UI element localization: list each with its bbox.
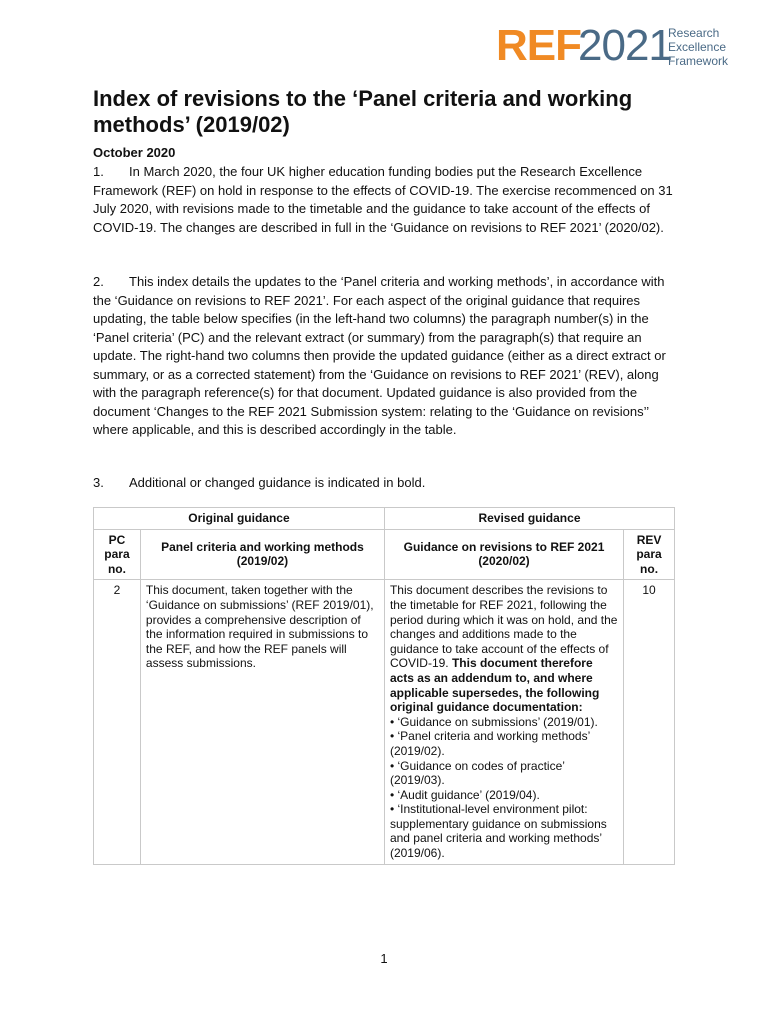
page-number: 1 xyxy=(380,951,388,966)
paragraph-2 xyxy=(93,273,683,440)
logo-subtitle xyxy=(668,26,728,68)
revised-plain-text: This document describes the revisions to the timetable for REF 2021, following the period during which it was on hold, and the changes and additions made to the guidance to take account of the effects of COVID-19. xyxy=(389,583,618,671)
paragraph-text: Additional or changed guidance is indicated in bold. xyxy=(129,475,426,490)
paragraph-3 xyxy=(93,474,683,493)
group-header-revised: Revised guidance xyxy=(384,508,674,530)
cell-pc-para: 2 xyxy=(94,580,141,864)
cell-revised-guidance xyxy=(384,580,623,864)
cell-original-guidance: This document, taken together with the ‘Guidance on submissions’ (REF 2019/01), provides a comprehensive description of the information required in submissions to the REF, and how the REF panels will assess submissions. xyxy=(140,580,384,864)
column-header-pc-para: PC para no. xyxy=(94,529,141,580)
cell-rev-para: 10 xyxy=(624,580,675,864)
column-header-rev-para: REV para no. xyxy=(624,529,675,580)
bullet-item: • ‘Panel criteria and working methods’ (2019/02). xyxy=(389,729,590,758)
logo-subtitle-line: Framework xyxy=(668,54,729,68)
table-group-header-row xyxy=(94,508,675,530)
page-title: Index of revisions to the ‘Panel criteria and working methods’ (2019/02) xyxy=(93,86,633,137)
bullet-item: • ‘Guidance on codes of practice’ (2019/03). xyxy=(389,758,565,788)
paragraph-number: 3. xyxy=(93,475,104,490)
revisions-table xyxy=(93,507,675,865)
paragraph-number: 2. xyxy=(93,274,104,289)
column-header-panel-criteria: Panel criteria and working methods (2019/02) xyxy=(140,529,384,580)
bullet-item: • ‘Institutional-level environment pilot: supplementary guidance on submissions and panel criteria and working methods’ (2019/06). xyxy=(389,802,607,861)
logo-year-text: 2021 xyxy=(578,21,672,70)
paragraph-text: This index details the updates to the ‘Panel criteria and working methods’, in accordance with the ‘Guidance on revisions to REF 2021’. For each aspect of the original guidance that requires updating, the table below specifies (in the left-hand two columns) the paragraph number(s) in the ‘Panel criteria’ (PC) and the relevant extract (or summary) from the paragraph(s) that require an update. The right-hand two columns then provide the updated guidance (either as a direct extract or summary, or as a corrected statement) from the ‘Guidance on revisions to REF 2021’ (REV), along with the paragraph reference(s) for that document. Updated guidance is also provided from the document ‘Changes to the REF 2021 Submission system: relating to the ‘Guidance on revisions’’ where applicable, and this is described accordingly in the table. xyxy=(93,274,666,437)
paragraph-1 xyxy=(93,163,683,237)
bullet-item: • ‘Audit guidance’ (2019/04). xyxy=(389,787,540,802)
revised-bold-text: This document therefore acts as an addendum to, and where applicable supersedes, the following original guidance documentation: xyxy=(389,656,600,715)
column-header-guidance-revisions: Guidance on revisions to REF 2021 (2020/02) xyxy=(384,529,623,580)
table-column-header-row xyxy=(94,529,675,580)
paragraph-text: In March 2020, the four UK higher education funding bodies put the Research Excellence Framework (REF) on hold in response to the effects of COVID-19. The exercise recommenced on 31 July 2020, with revisions made to the timetable and the guidance to take account of the effects of COVID-19. The changes are described in full in the ‘Guidance on revisions to REF 2021’ (2020/02). xyxy=(93,164,673,235)
logo-subtitle-line: Excellence xyxy=(668,40,727,54)
logo-ref-text: REF xyxy=(496,21,581,70)
logo-subtitle-line: Research xyxy=(668,26,720,40)
table-row xyxy=(94,580,675,864)
group-header-original: Original guidance xyxy=(94,508,385,530)
paragraph-number: 1. xyxy=(93,164,104,179)
ref2021-logo xyxy=(496,22,746,72)
document-date: October 2020 xyxy=(93,145,176,160)
bullet-item: • ‘Guidance on submissions’ (2019/01). xyxy=(389,714,598,729)
